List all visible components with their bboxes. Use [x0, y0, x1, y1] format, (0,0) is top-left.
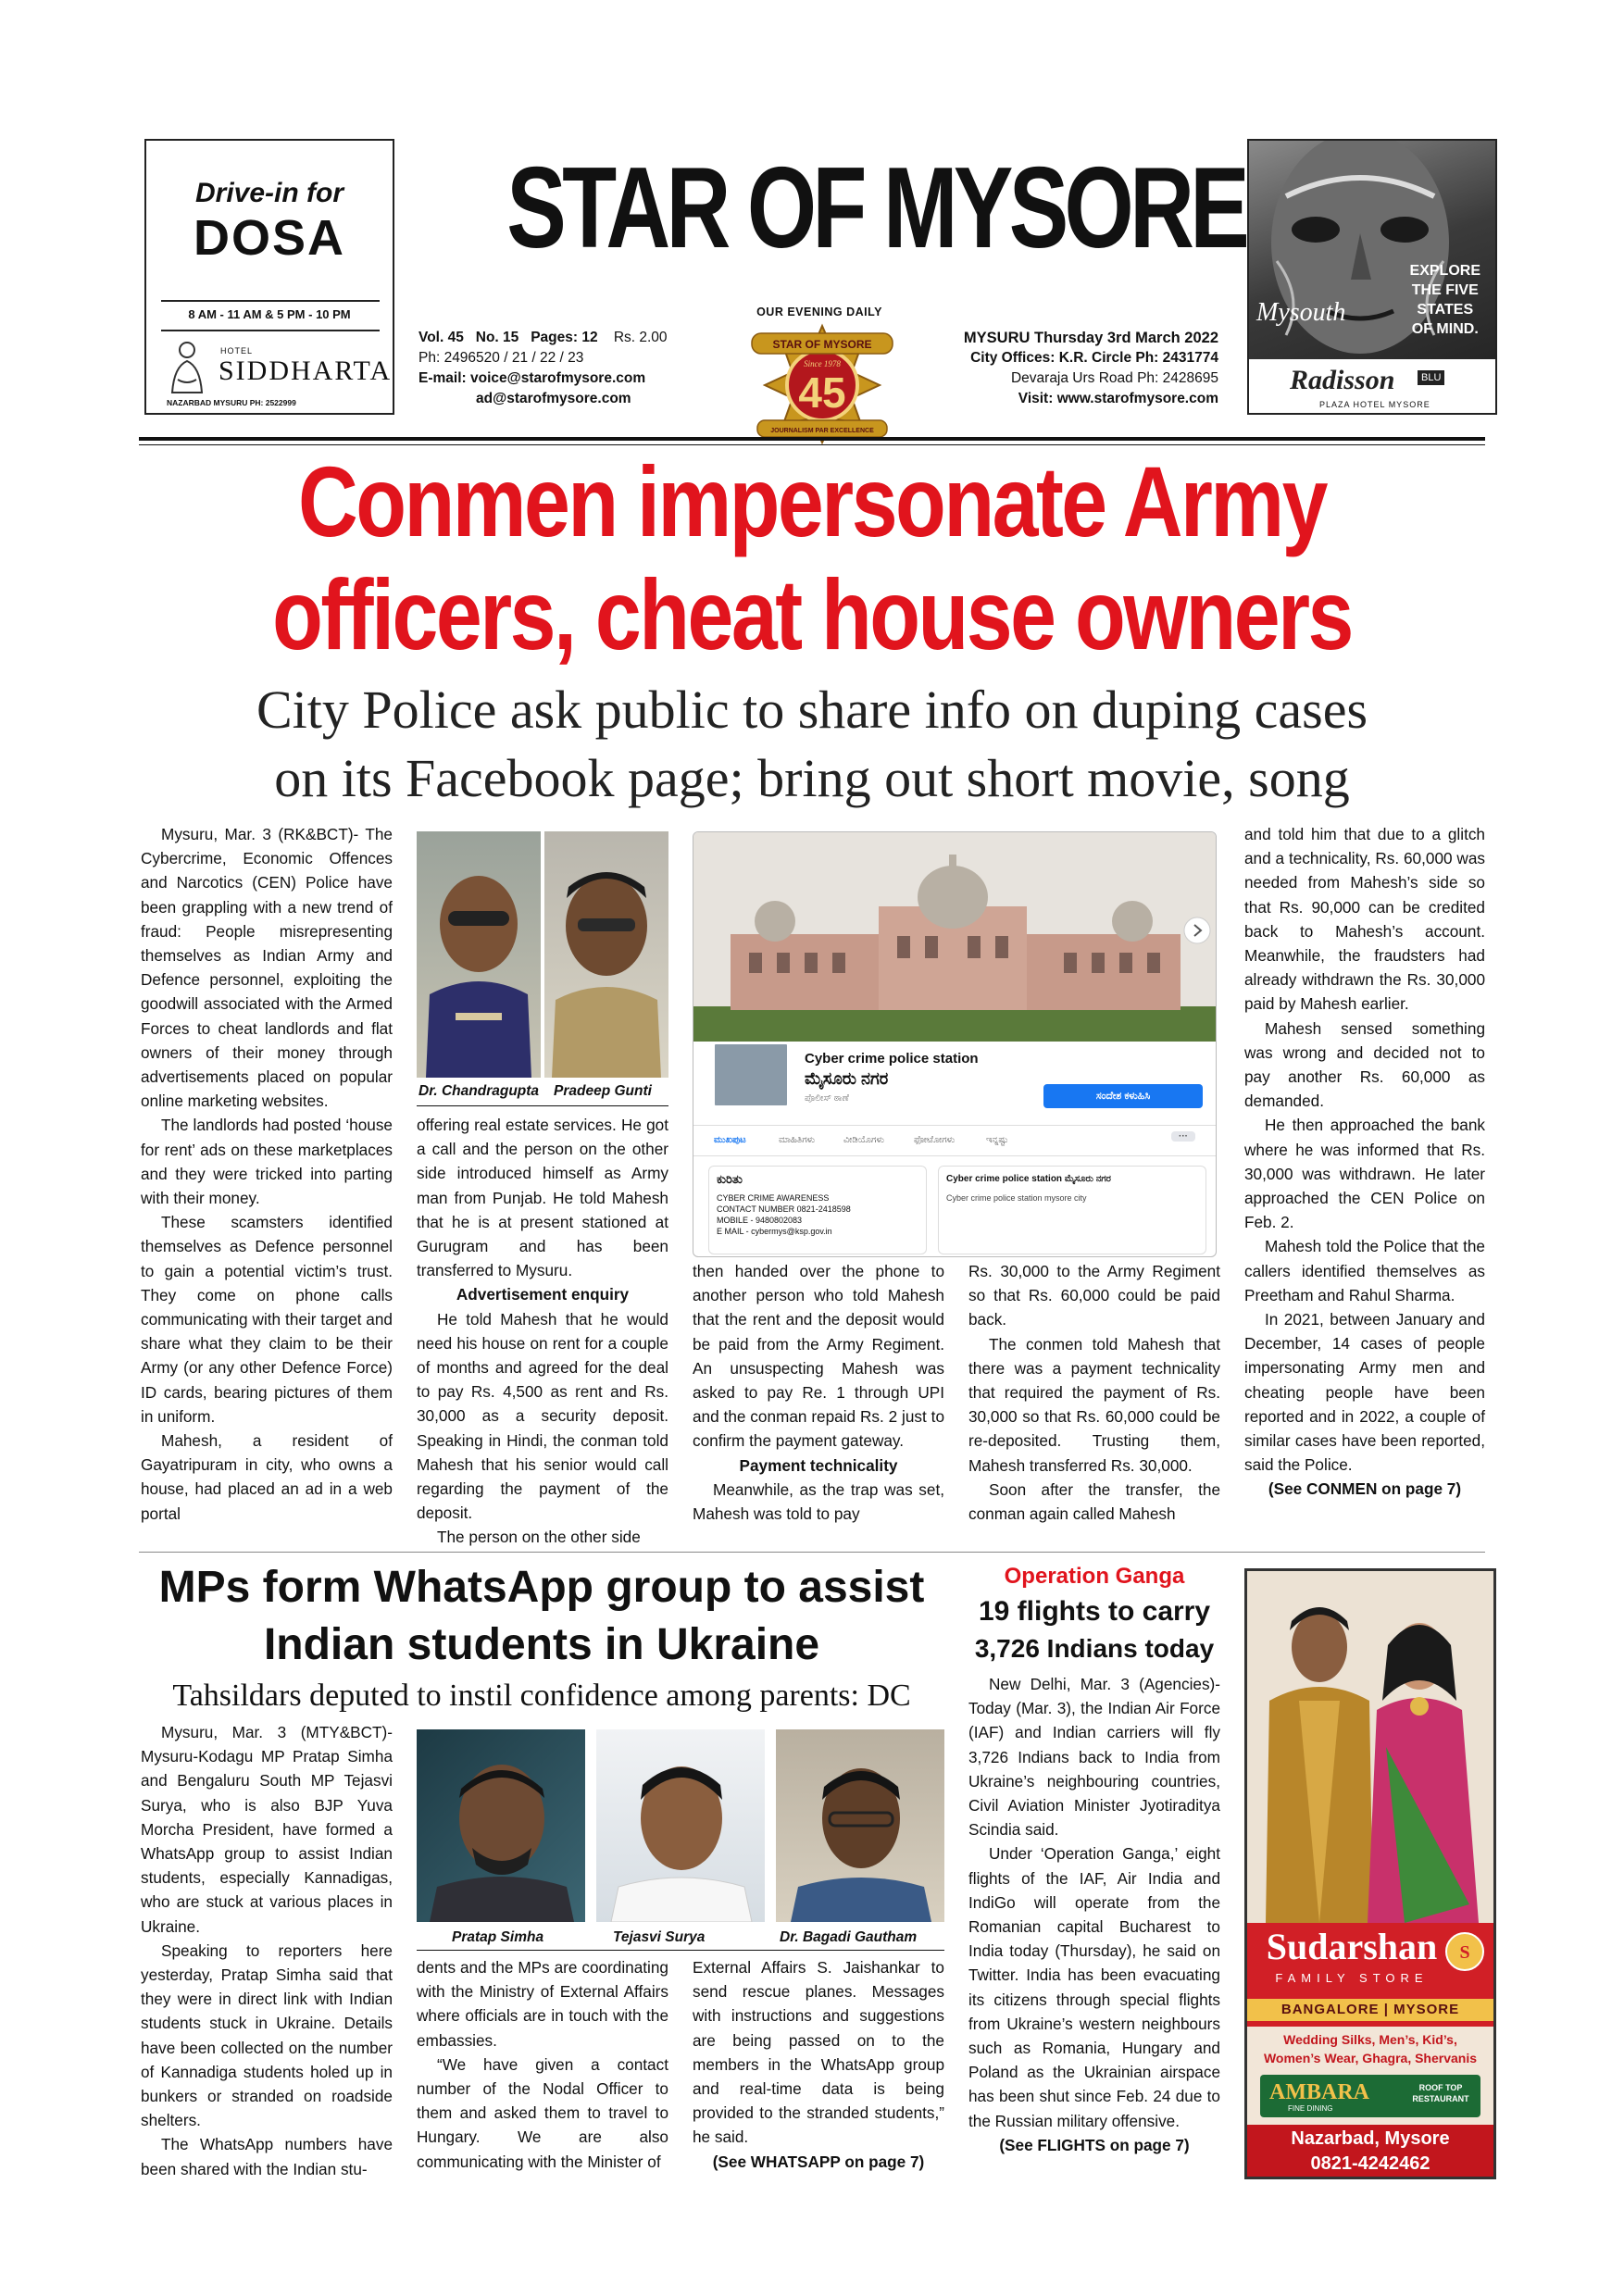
lead-para: and told him that due to a glitch and a technicality, Rs. 60,000 was needed from Mahesh’s side so that Rs. 90,000 can be credited back to Mahesh’s account. Meanwhile, the fraudsters had already withdrawn the Rs. 30,000 paid by Mahesh earlier. — [1244, 825, 1485, 1014]
emblem-top: STAR OF MYSORE — [772, 338, 872, 351]
ad-drivein-text: Drive-in for — [194, 178, 344, 208]
whatsapp-para: Mysuru, Mar. 3 (MTY&BCT)- Mysuru-Kodagu MP Pratap Simha and Bengaluru South MP Tejasvi Surya, who is also BJP Yuva Morcha President, have formed a WhatsApp group to assist Indian students, especially Kannadigas, who are stuck at various places in Ukraine. — [141, 1723, 393, 1936]
fb-tab-ellipsis[interactable]: ··· — [1171, 1131, 1195, 1142]
whatsapp-para: External Affairs S. Jaishankar to send rescue planes. Messages with instructions and suggestions are being passed on to the members in the WhatsApp group and real-time data is being provided to the stranded students,” he said. — [693, 1958, 944, 2147]
whatsapp-deck: Tahsildars deputed to instil confidence among parents: DC — [172, 1678, 911, 1713]
fb-tab-home[interactable]: ಮುಖಪುಟ — [714, 1135, 746, 1145]
lead-para: Meanwhile, as the trap was set, Mahesh was told to pay — [693, 1479, 944, 1524]
sudarshan-brand-band — [1247, 1923, 1493, 2027]
emblem-number: 45 — [798, 368, 846, 417]
dateline: MYSURU Thursday 3rd March 2022 — [963, 330, 1218, 346]
office-devaraja: Devaraja Urs Road Ph: 2428695 — [1010, 370, 1218, 386]
lead-deck-line2: on its Facebook page; bring out short movie, song — [274, 748, 1350, 808]
lead-column-1 — [141, 822, 393, 1526]
fb-post-card — [938, 1166, 1206, 1254]
ambara-sub: FINE DINING — [1288, 2104, 1333, 2113]
fb-page-name-kn: ಮೈಸೂರು ನಗರ — [805, 1069, 889, 1088]
fb-profile-picture — [712, 1042, 790, 1108]
lead-para: Rs. 30,000 to the Army Regiment so that Rs. 60,000 could be paid back. — [968, 1262, 1220, 1329]
sudarshan-brand: Sudarshan — [1266, 1926, 1438, 1967]
emblem-since: Since 1978 — [804, 359, 841, 368]
ad-mysouth-brand: Mysouth — [1256, 298, 1346, 327]
whatsapp-headline-line1[interactable]: MPs form WhatsApp group to assist — [158, 1563, 925, 1612]
fb-message-button[interactable]: ಸಂದೇಶ ಕಳುಹಿಸಿ — [1043, 1084, 1203, 1108]
see-conmen-link[interactable]: (See CONMEN on page 7) — [1268, 1479, 1462, 1499]
lead-column-5 — [1244, 822, 1485, 1502]
see-whatsapp-link[interactable]: (See WHATSAPP on page 7) — [712, 2152, 925, 2171]
sudarshan-phone[interactable]: 0821-4242462 — [1310, 2153, 1430, 2174]
whatsapp-column-2 — [417, 1955, 668, 2174]
ganga-headline-line2[interactable]: 3,726 Indians today — [974, 1634, 1215, 1663]
masthead-tagline: OUR EVENING DAILY — [756, 306, 882, 318]
sudarshan-contact-band — [1247, 2125, 1493, 2179]
fb-tab-photos[interactable]: ಫೋಟೋಗಳು — [914, 1135, 956, 1145]
fb-category: ಪೊಲೀಸ್ ಠಾಣೆ — [805, 1093, 849, 1104]
fb-post-body: Cyber crime police station mysore city — [946, 1193, 1087, 1203]
lead-para: Mahesh, a resident of Gayatripuram in city, who owns a house, had placed an ad in a web portal — [141, 1431, 393, 1523]
whatsapp-para: dents and the MPs are coordinating with the Ministry of External Affairs where officials are in touch with the embassies. — [417, 1958, 668, 2050]
ganga-headline-line1[interactable]: 19 flights to carry — [978, 1596, 1211, 1627]
fb-tab-info[interactable]: ಮಾಹಿತಿಗಳು — [779, 1135, 816, 1145]
lead-subhead-advertisement: Advertisement enquiry — [456, 1285, 630, 1304]
email-label: E-mail: — [418, 370, 467, 386]
sudarshan-offerings: Wedding Silks, Men’s, Kid’s, Women’s Wear, Ghagra, Shervanis — [1263, 2032, 1478, 2065]
lead-para: Mahesh told the Police that the callers identified themselves as Preetham and Rahul Sharma. — [1244, 1237, 1485, 1304]
ambara-rooftop: ROOF TOP RESTAURANT — [1412, 2083, 1469, 2103]
ambara-logo — [1260, 2075, 1480, 2117]
ad-radisson-band — [1249, 359, 1495, 415]
whatsapp-para: The WhatsApp numbers have been shared with the Indian stu- — [141, 2135, 393, 2178]
lead-para: In 2021, between January and December, 14 cases of people impersonating Army men and cheating people have been reported and in 2022, a couple of similar cases have been reported, said the Police. — [1244, 1310, 1485, 1475]
ad-hotel-address: NAZARBAD MYSURU PH: 2522999 — [167, 398, 296, 407]
fb-intro-card: ಕುರಿತು CYBER CRIME AWARENESS CONTACT NUMBER 0821-2418598 MOBILE - 9480802083 E MAIL - cybermys@ksp.gov.in — [708, 1166, 927, 1254]
photo-tejasvi-surya — [596, 1729, 765, 1922]
photo-pradeep-gunti — [544, 831, 668, 1078]
issue-no: No. 15 — [475, 330, 519, 345]
photo-chandragupta — [417, 831, 541, 1078]
couple-photo — [1247, 1571, 1493, 1923]
whatsapp-para: Speaking to reporters here yesterday, Pratap Simha said that they were in direct link with Indian students stuck in Ukraine. Details have been collected on the number of Kannadiga students holed up in bunkers or stranded on roadside shelters. — [141, 1940, 393, 2130]
visit-label: Visit: — [1018, 391, 1054, 406]
lead-para: Mahesh sensed something was wrong and decided not to pay another Rs. 60,000 as demanded. — [1244, 1018, 1485, 1111]
ad-explore-text: EXPLORE THE FIVE STATES OF MIND. — [1409, 263, 1480, 337]
section-rule — [139, 1552, 1485, 1553]
svg-text:S: S — [1459, 1942, 1470, 1963]
anniversary-emblem — [741, 318, 904, 444]
city-offices-label: City Offices: — [970, 350, 1056, 366]
price: Rs. 2.00 — [613, 330, 668, 345]
mysore-building-photo — [693, 832, 1217, 1042]
fb-tab-more[interactable]: ಇನ್ನಷ್ಟು — [986, 1135, 1009, 1145]
sudarshan-logo-icon — [1443, 1930, 1486, 1973]
lead-headline-line1[interactable]: Conmen impersonate Army — [298, 445, 1326, 557]
ad-hotel-small: HOTEL — [220, 346, 254, 356]
lead-column-3 — [693, 1259, 944, 1526]
masthead-rule — [139, 437, 1485, 441]
masthead-title[interactable]: STAR OF MYSORE — [506, 144, 1246, 272]
whatsapp-column-1 — [141, 1720, 393, 2181]
ad-dosa-text: DOSA — [193, 210, 345, 266]
masthead-meta-left — [418, 328, 668, 409]
lead-para: These scamsters identified themselves as Defence personnel to gain a potential victim’s trust. They come on phone calls communicating with their target and share what they claim to be their Army (or any other Defence Force) ID cards, bearing pictures of them in uniform. — [141, 1213, 393, 1426]
lead-para: The landlords had posted ‘house for rent’ ads on these marketplaces and they were tricked into parting with their money. — [141, 1116, 393, 1208]
see-flights-link[interactable]: (See FLIGHTS on page 7) — [999, 2135, 1190, 2154]
lead-para: Soon after the transfer, the conman again called Mahesh — [968, 1479, 1220, 1524]
caption-pratap-simha: Pratap Simha — [452, 1929, 544, 1945]
fb-intro-title: ಕುರಿತು — [717, 1172, 743, 1186]
lead-para: The person on the other side — [437, 1528, 641, 1547]
sudarshan-family-store-ad[interactable] — [1244, 1568, 1496, 2179]
caption-tejasvi-surya: Tejasvi Surya — [613, 1929, 706, 1945]
ganga-para: Under ‘Operation Ganga,’ eight flights of the IAF, Air India and IndiGo will operate from the Romanian capital Bucharest to India today (Thursday), he said on Twitter. India has been evacuating its citizens through special flights from Ukraine’s western neighbours such as Romania, Hungary and Poland as the Ukrainian airspace has been shut since Feb. 24 due to the Russian military offensive. — [968, 1844, 1220, 2130]
fb-page-name: Cyber crime police station — [805, 1051, 979, 1067]
masthead-meta-right — [922, 328, 1218, 409]
photo-bagadi-gautham — [776, 1729, 944, 1922]
email-voice[interactable]: voice@starofmysore.com — [470, 370, 646, 386]
radisson-mysouth-ad[interactable] — [1247, 139, 1497, 415]
caption-rule — [417, 1950, 944, 1951]
ad-timing-text: 8 AM - 11 AM & 5 PM - 10 PM — [188, 307, 351, 321]
caption-rule — [417, 1105, 668, 1106]
ad-radisson-name: Radisson — [1290, 365, 1395, 395]
ad-hotel-name: SIDDHARTA — [219, 356, 393, 386]
whatsapp-column-3 — [693, 1955, 944, 2174]
lead-para: He then approached the bank where he was informed that Rs. 30,000 was withdrawn. He later approached the CEN Police on Feb. 2. — [1244, 1116, 1485, 1232]
lead-column-2 — [417, 1113, 668, 1550]
hotel-siddharta-ad[interactable] — [144, 139, 394, 415]
lead-deck-line1: City Police ask public to share info on duping cases — [256, 680, 1368, 740]
website-link[interactable]: www.starofmysore.com — [1056, 391, 1218, 406]
ad-radisson-sub: PLAZA HOTEL MYSORE — [1319, 400, 1430, 409]
caption-bagadi-gautham: Dr. Bagadi Gautham — [780, 1929, 918, 1945]
buddha-icon — [167, 339, 207, 396]
ganga-kicker: Operation Ganga — [1004, 1564, 1185, 1589]
photo-caption-pradeep: Pradeep Gunti — [554, 1083, 652, 1099]
lead-para: offering real estate services. He got a call and the person on the other side introduced himself as Army man from Punjab. He told Mahesh that he is at present stationed at Gurugram and has been transferred to Mysuru. — [417, 1116, 668, 1280]
phone: Ph: 2496520 / 21 / 22 / 23 — [418, 350, 584, 366]
email-ad[interactable]: ad@starofmysore.com — [476, 391, 631, 406]
photo-pratap-simha — [417, 1729, 585, 1922]
lead-headline-line2[interactable]: officers, cheat house owners — [272, 558, 1352, 670]
office-kr-circle: K.R. Circle Ph: 2431774 — [1058, 350, 1218, 366]
ambara-name: AMBARA — [1269, 2080, 1369, 2104]
emblem-bottom: JOURNALISM PAR EXCELLENCE — [770, 428, 874, 434]
lead-column-4 — [968, 1259, 1220, 1526]
photo-caption-chandragupta: Dr. Chandragupta — [418, 1083, 540, 1099]
sudarshan-brand-sub: FAMILY STORE — [1275, 1971, 1429, 1985]
whatsapp-para: “We have given a contact number of the Nodal Officer to them and asked them to travel to Hungary. We are also communicating with the Minister of — [417, 2054, 668, 2171]
fb-post-title: Cyber crime police station ಮೈಸೂರು ನಗರ — [946, 1174, 1111, 1184]
ganga-para: New Delhi, Mar. 3 (Agencies)- Today (Mar. 3), the Indian Air Force (IAF) and Indian carriers will fly 3,726 Indians back to India from Ukraine’s neighbouring countries, Civil Aviation Minister Jyotiraditya Scindia said. — [968, 1675, 1220, 1840]
lead-subhead-payment: Payment technicality — [739, 1455, 898, 1475]
sudarshan-cities: BANGALORE | MYSORE — [1247, 1999, 1493, 2021]
ad-divider — [161, 300, 380, 302]
ganga-column — [968, 1672, 1220, 2157]
pages: Pages: 12 — [531, 330, 598, 345]
lead-para: then handed over the phone to another person who told Mahesh that the rent and the deposit would be paid from the Army Regiment. An unsuspecting Mahesh was asked to pay Re. 1 through UPI and the conman repaid Rs. 2 just to confirm the payment gateway. — [693, 1262, 944, 1451]
fb-tab-bar — [693, 1125, 1217, 1156]
vol: Vol. 45 — [418, 330, 464, 345]
lead-para: Mysuru, Mar. 3 (RK&BCT)- The Cybercrime, Economic Offences and Narcotics (CEN) Police have been grappling with a new trend of fraud: People misrepresenting themselves as Indian Army and Defence personnel, exploiting the goodwill associated with the Armed Forces to cheat landlords and flat owners of their money through advertisements placed on popular online marketing websites. — [141, 825, 393, 1111]
lead-para: He told Mahesh that he would need his house on rent for a couple of months and agreed for the deal to pay Rs. 4,500 as rent and Rs. 30,000 as a security deposit. Speaking in Hindi, the conman told Mahesh that his senior would call regarding the payment of the deposit. — [417, 1309, 668, 1523]
lead-para: The conmen told Mahesh that there was a payment technicality that required the payment of Rs. 30,000 so that Rs. 60,000 could be re-deposited. Trusting them, Mahesh transferred Rs. 30,000. — [968, 1334, 1220, 1475]
ad-radisson-blu: BLU — [1418, 370, 1444, 385]
whatsapp-headline-line2[interactable]: Indian students in Ukraine — [263, 1620, 820, 1669]
fb-tab-videos[interactable]: ವೀಡಿಯೊಗಳು — [843, 1135, 885, 1145]
facebook-page-screenshot — [693, 831, 1217, 1257]
ad-divider-2 — [161, 330, 380, 331]
sudarshan-address: Nazarbad, Mysore — [1291, 2128, 1450, 2149]
